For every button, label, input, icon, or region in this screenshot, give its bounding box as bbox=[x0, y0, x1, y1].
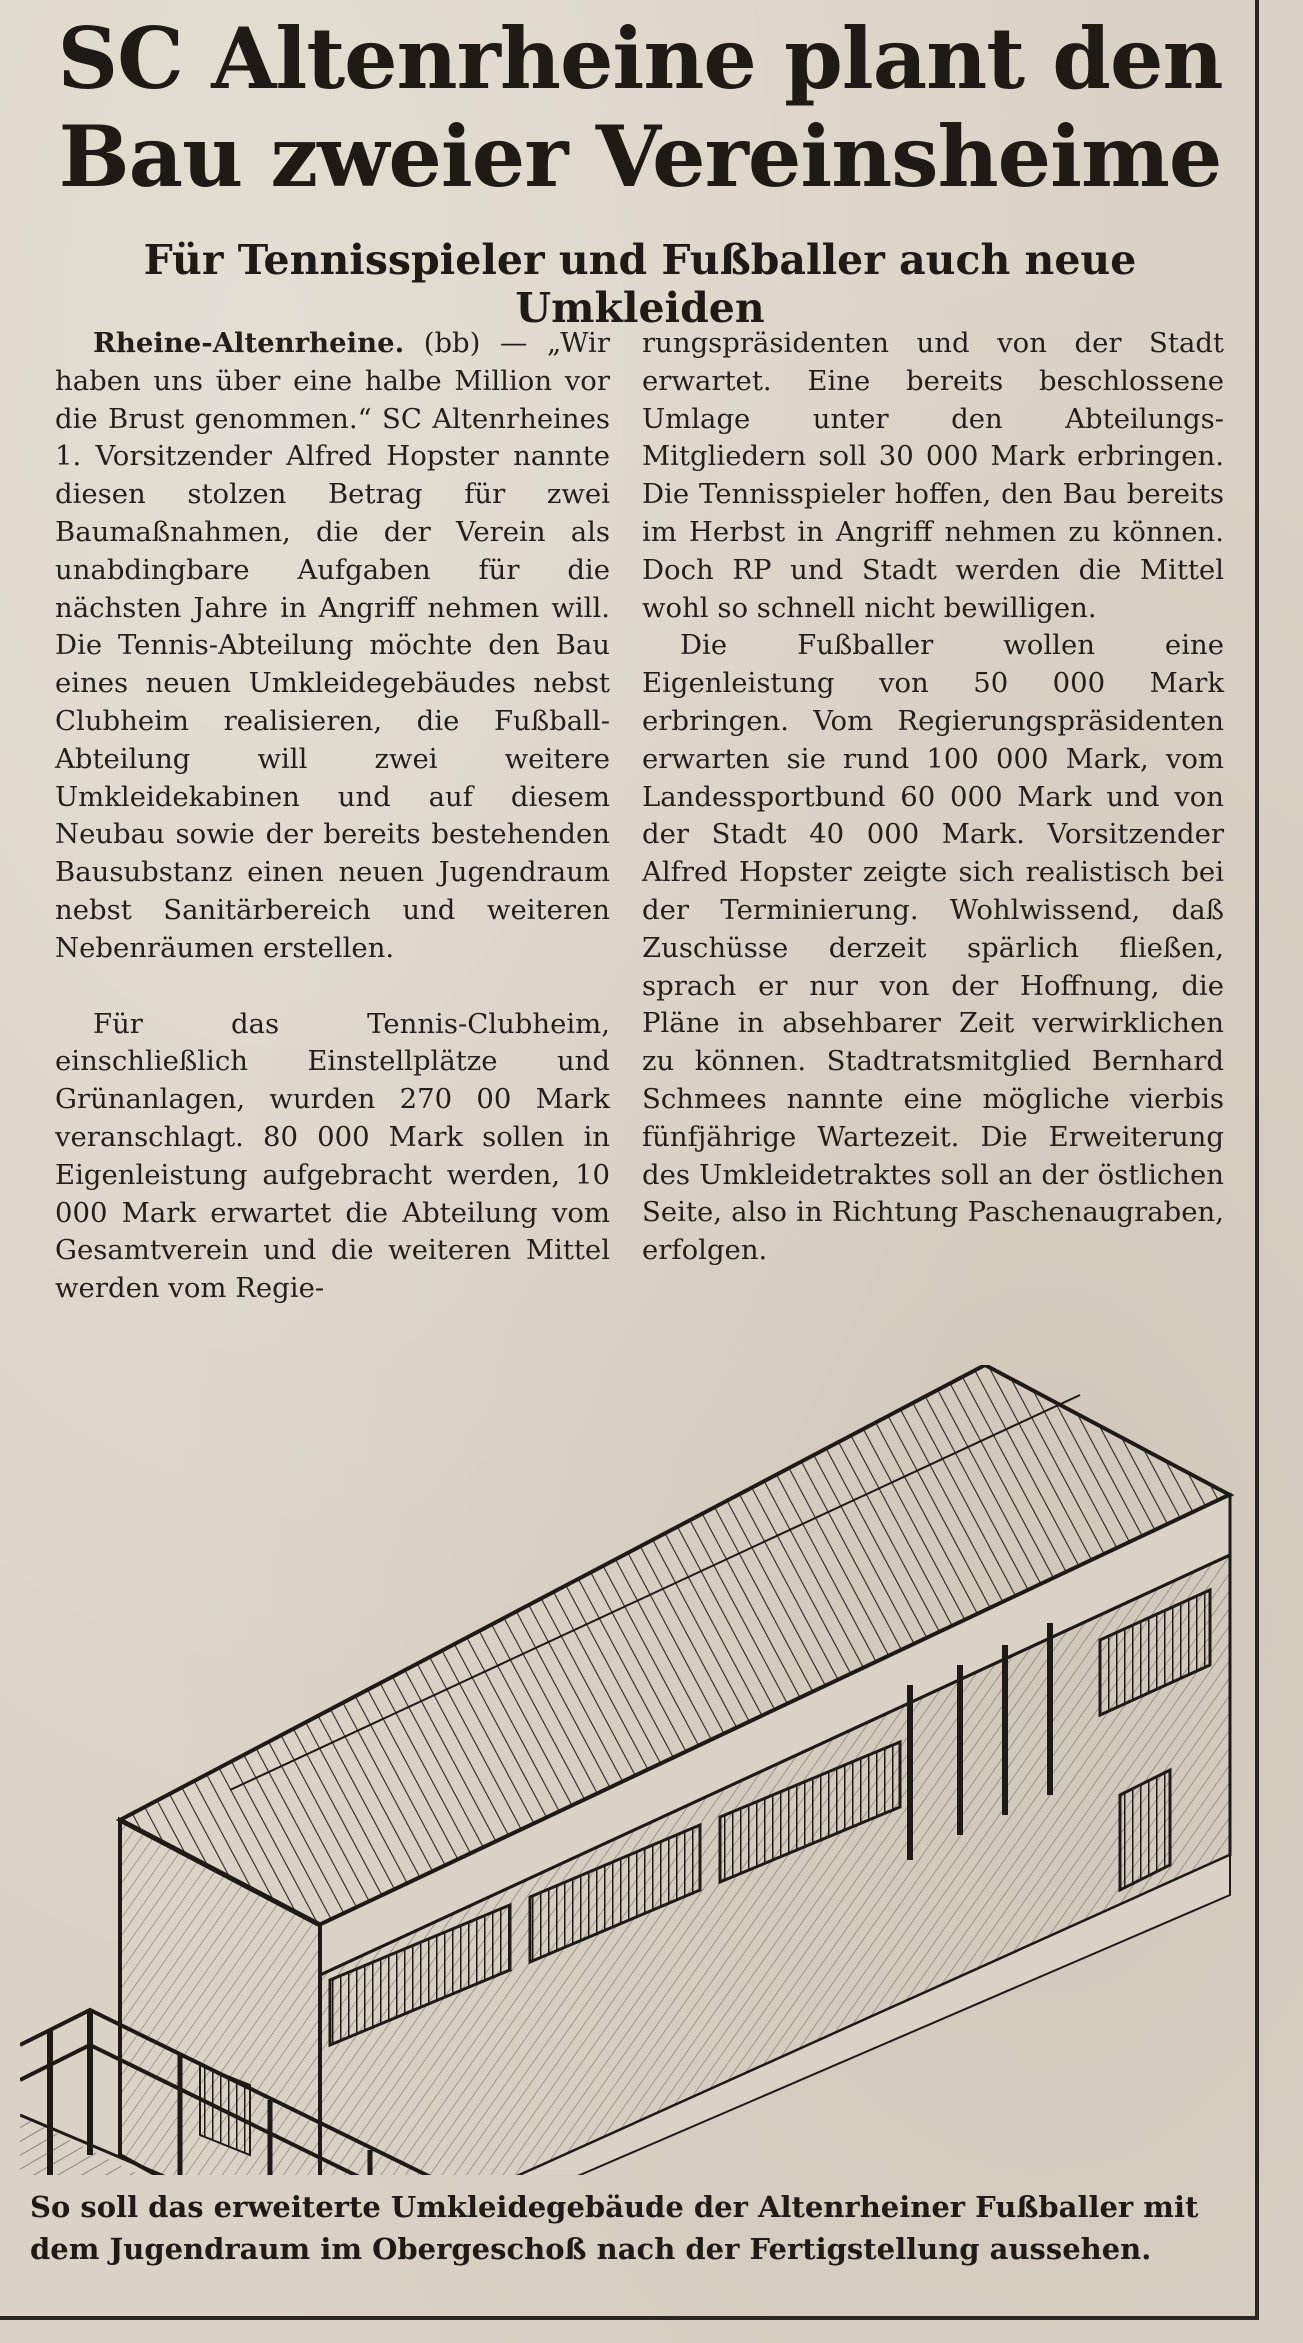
paragraph-4: Die Fußballer wollen eine Eigenleistung von 50 000 Mark erbringen. Vom Regierungspräsidenten erwarten sie rund 100 000 Mark, vom Landessportbund 60 000 Mark und von der Stadt 40 000 Mark. Vorsitzender Alfred Hopster zeigte sich realistisch bei der Terminierung. Wohlwissend, daß Zuschüsse derzeit spärlich fließen, sprach er nur von der Hoffnung, die Pläne in absehbarer Zeit verwirklichen zu können. Stadtratsmitglied Bernhard Schmees nannte eine mögliche vierbis fünfjährige Wartezeit. Die Erweiterung des Umkleidetraktes soll an der östlichen Seite, also in Richtung Paschenaugraben, erfolgen. bbox=[642, 629, 1224, 1267]
paragraph-1-text: „Wir haben uns über eine halbe Million vor die Brust genommen.“ SC Altenrheines 1. Vorsitzender Alfred Hopster nannte diesen stolzen Betrag für zwei Baumaßnahmen, die der Verein als unabdingbare Aufgaben für die nächsten Jahre in Angriff nehmen will. Die Tennis-Abteilung möchte den Bau eines neuen Umkleidegebäudes nebst Clubheim realisieren, die Fußball-Abteilung will zwei weitere Umkleidekabinen und auf diesem Neubau sowie der bereits bestehenden Bausubstanz einen neuen Jugendraum nebst Sanitärbereich und weiteren Nebenräumen erstellen. bbox=[55, 327, 610, 964]
paragraph-3: rungspräsidenten und von der Stadt erwartet. Eine bereits beschlossene Umlage unter den Abteilungs-Mitgliedern soll 30 000 Mark erbringen. Die Tennisspieler hoffen, den Bau bereits im Herbst in Angriff nehmen zu können. Doch RP und Stadt werden die Mittel wohl so schnell nicht bewilligen. bbox=[642, 327, 1224, 624]
caption-line-1: So soll das erweiterte Umkleidegebäude der Altenrheiner Fußballer mit bbox=[30, 2190, 1199, 2224]
dateline: Rheine-Altenrheine. bbox=[93, 327, 405, 359]
caption-line-2: dem Jugendraum im Obergeschoß nach der Fertigstellung aussehen. bbox=[30, 2232, 1152, 2266]
frame-rule-bottom bbox=[0, 2316, 1259, 2320]
headline-line-2: Bau zweier Vereinsheime bbox=[58, 107, 1222, 206]
headline bbox=[40, 10, 1240, 206]
column-left bbox=[55, 325, 610, 1308]
paragraph-1 bbox=[55, 325, 610, 968]
paragraph-2: Für das Tennis-Clubheim, einschließlich Einstellplätze und Grünanlagen, wurden 270 00 Mark veranschlagt. 80 000 Mark sollen in Eigenleistung aufgebracht werden, 10 000 Mark erwartet die Abteilung vom Gesamtverein und die weiteren Mittel werden vom Regie- bbox=[55, 1007, 610, 1305]
building-sketch bbox=[20, 1365, 1250, 2175]
frame-rule-right bbox=[1255, 0, 1259, 2320]
byline: (bb) — bbox=[423, 327, 528, 359]
headline-line-1: SC Altenrheine plant den bbox=[57, 9, 1223, 108]
subheadline: Für Tennisspieler und Fußballer auch neue Umkleiden bbox=[143, 236, 1137, 332]
column-right bbox=[642, 325, 1224, 1270]
photo-caption bbox=[30, 2186, 1250, 2270]
